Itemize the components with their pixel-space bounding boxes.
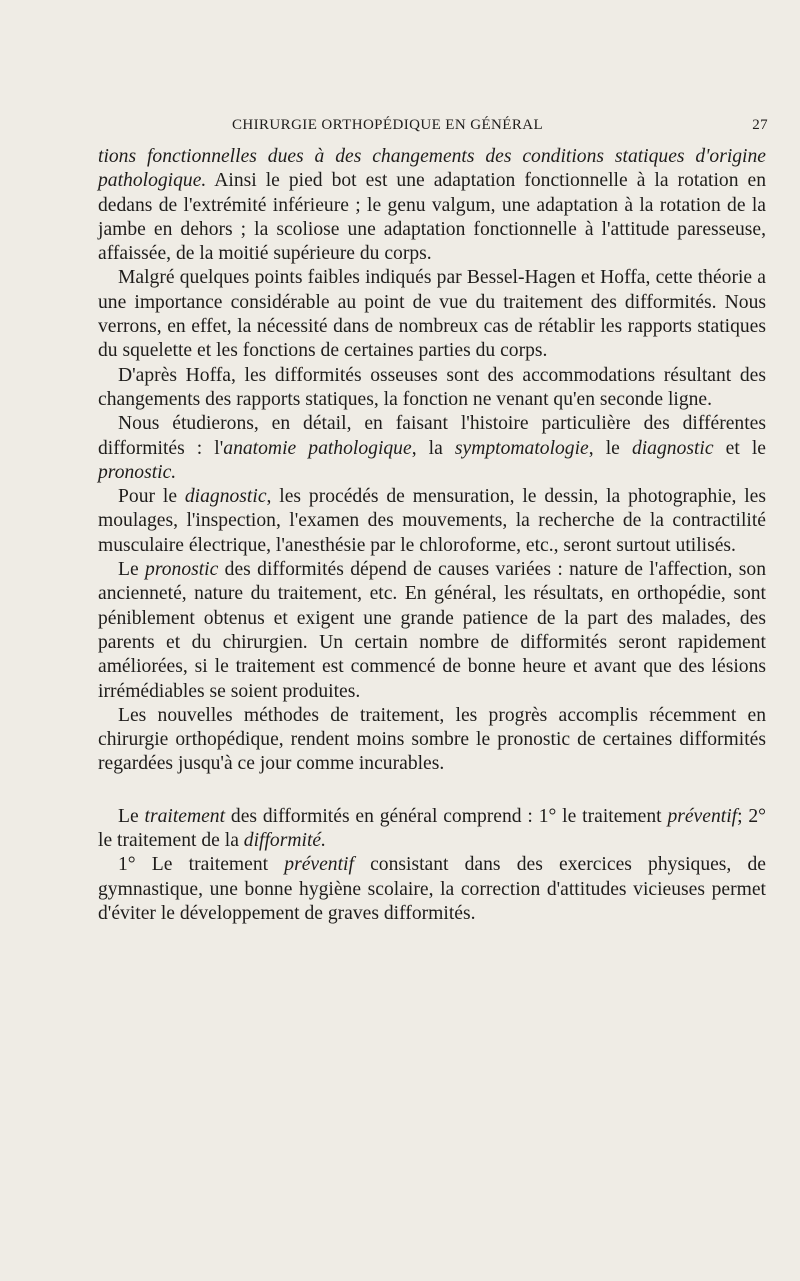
text-run: Les nouvelles méthodes de traitement, les progrès accomplis récemment en chirurgie orthopédique, rendent moins sombre le pronostic de certaines difformités regardées jusqu'à ce jour comme incurables. [98,704,766,775]
text-run: ; 2° le traitement de la [98,805,766,852]
paragraph [98,364,766,413]
text-run: et le [713,437,766,459]
italic-run: tions fonctionnelles dues à des changements des conditions statiques d'origine pathologique. [98,146,766,192]
italic-run: pronostic [145,559,219,581]
text-run: 1° Le traitement [118,854,285,876]
paragraph [98,805,766,854]
text-run: Le [118,559,146,581]
running-header [232,117,768,139]
italic-run: traitement [144,805,226,827]
text-run: Pour le [118,486,185,508]
body-text [98,145,766,926]
paragraph [98,145,766,266]
italic-run: diagnostic [184,486,267,508]
italic-run: difformité. [243,830,326,852]
text-run: des difformités en général comprend : 1° le traitement [225,805,668,827]
italic-run: pronostic. [98,461,177,483]
text-run: , les procédés de mensuration, le dessin, la photographie, les moulages, l'inspection, l'examen des mouvements, la recherche de la contractilité musculaire électrique, l'anesthésie par le chloroforme, etc., seront surtout utilisés. [98,486,767,556]
text-run: consistant dans des exercices physiques, de gymnastique, une bonne hygiène scolaire, la correction d'attitudes vicieuses permet d'éviter le développement de graves difformités. [98,854,767,924]
italic-run: diagnostic [631,437,714,459]
text-run: Malgré quelques points faibles indiqués par Bessel-Hagen et Hoffa, cette théorie a une importance considérable au point de vue du traitement des difformités. Nous verrons, en effet, la nécessité dans de nombreux cas de rétablir les rapports statiques du squelette et les fonctions de certaines parties du corps. [98,267,766,362]
italic-run: anatomie pathologique [223,437,412,459]
text-run: , la [411,437,455,459]
text-run: Nous étudierons, en détail, en faisant l'histoire particulière des différentes difformités : l' [98,413,766,459]
italic-run: préventif [284,854,354,876]
paragraph [98,704,766,777]
running-title: CHIRURGIE ORTHOPÉDIQUE EN GÉNÉRAL [232,117,544,133]
paragraph [98,266,766,363]
page-number: 27 [752,117,768,133]
text-run: des difformités dépend de causes variées : nature de l'affection, son ancienneté, nature du traitement, etc. En général, les résultats, en orthopédie, sont péniblement obtenus et exigent une grande patience de la part des malades, des parents et du chirurgien. Un certain nombre de difformités seront rapidement améliorées, si le traitement est commencé de bonne heure et avant que des lésions irrémédiables se soient produites. [98,559,766,702]
paragraph [98,485,766,558]
text-run: Le [118,805,145,827]
text-run: D'après Hoffa, les difformités osseuses sont des accommodations résultant des changements des rapports statiques, la fonction ne venant qu'en seconde ligne. [98,364,766,410]
text-run: , le [588,437,632,459]
text-run: Ainsi le pied bot est une adaptation fonctionnelle à la rotation en dedans de l'extrémité inférieure ; le genu valgum, une adaptation à la rotation de la jambe en dehors ; la scoliose une adaptation fonctionnelle à l'attitude paresseuse, affaissée, de la moitié supérieure du corps. [98,170,766,265]
italic-run: préventif [667,805,738,827]
paragraph [98,412,766,485]
paragraph [98,853,766,926]
italic-run: symptomatologie [454,437,589,459]
paragraph [98,558,766,704]
